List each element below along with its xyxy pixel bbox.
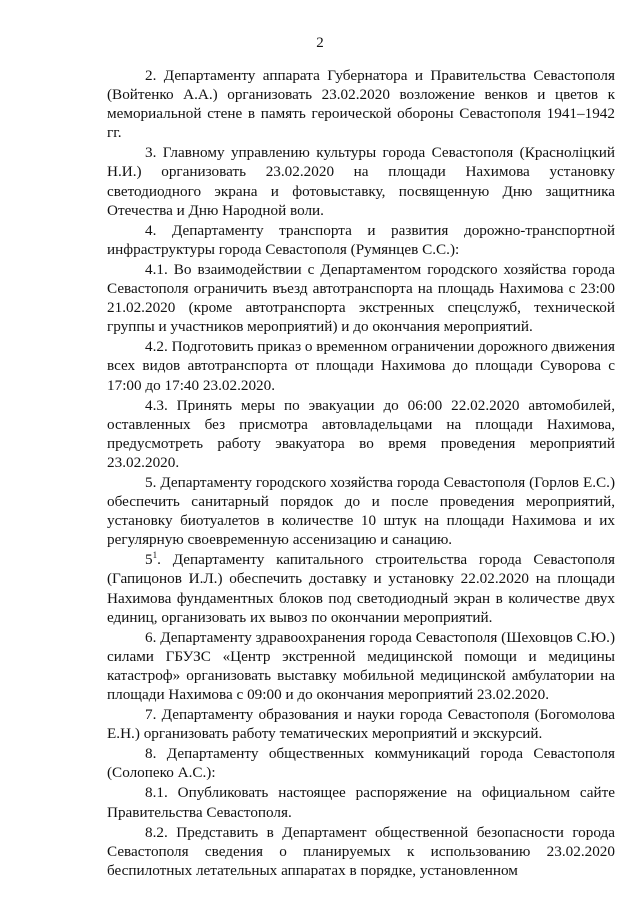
paragraph-5: 5. Департаменту городского хозяйства города Севастополя (Горлов Е.С.) обеспечить санитарный порядок до и после проведения мероприятий, установку биотуалетов в количестве 10 штук на площади Нахимова и их регулярную своевременную ассенизацию и санацию.	[107, 473, 615, 549]
paragraph-5-1-text: . Департаменту капитального строительства города Севастополя (Гапицонов И.Л.) обеспечить доставку и установку 22.02.2020 на площади Нахимова фундаментных блоков под светодиодный экран в количестве двух единиц, организовать их вывоз по окончании мероприятий.	[107, 551, 615, 626]
paragraph-8-1: 8.1. Опубликовать настоящее распоряжение на официальном сайте Правительства Севастополя.	[107, 784, 615, 821]
paragraph-4-3: 4.3. Принять меры по эвакуации до 06:00 22.02.2020 автомобилей, оставленных без присмотра автовладельцами на площади Нахимова, предусмотреть работу эвакуатора во время проведения мероприятий 23.02.2020.	[107, 396, 615, 471]
paragraph-4: 4. Департаменту транспорта и развития дорожно-транспортной инфраструктуры города Севастополя (Румянцев С.С.):	[107, 221, 615, 258]
paragraph-2: 2. Департаменту аппарата Губернатора и Правительства Севастополя (Войтенко А.А.) организовать 23.02.2020 возложение венков и цветов к мемориальной стене в память героической обороны Севастополя 1941–1942 гг.	[107, 67, 615, 142]
page-number: 2	[316, 35, 324, 51]
paragraph-4-2: 4.2. Подготовить приказ о временном ограничении дорожного движения всех видов автотранспорта от площади Нахимова до площади Суворова с 17:00 до 17:40 23.02.2020.	[107, 338, 615, 394]
paragraph-5-1-superscript: 1	[152, 550, 158, 561]
paragraph-5-1	[107, 550, 615, 626]
document-body	[107, 66, 615, 880]
paragraph-4-1: 4.1. Во взаимодействии с Департаментом городского хозяйства города Севастополя ограничить въезд автотранспорта на площадь Нахимова с 23:00 21.02.2020 (кроме автотранспорта экстренных спецслужб, технической группы и участников мероприятий) и до окончания мероприятий.	[107, 260, 615, 336]
paragraph-3: 3. Главному управлению культуры города Севастополя (Красноліцкий Н.И.) организовать 23.02.2020 на площади Нахимова установку светодиодного экрана и фотовыставку, посвященную Дню защитника Отечества и Дню Народной воли.	[107, 144, 615, 219]
paragraph-7: 7. Департаменту образования и науки города Севастополя (Богомолова Е.Н.) организовать работу тематических мероприятий и экскурсий.	[107, 706, 615, 743]
paragraph-8: 8. Департаменту общественных коммуникаций города Севастополя (Солопеко А.С.):	[107, 745, 615, 782]
paragraph-8-2: 8.2. Представить в Департамент общественной безопасности города Севастополя сведения о планируемых к использованию 23.02.2020 беспилотных летательных аппаратах в порядке, установленном	[107, 823, 615, 879]
paragraph-6: 6. Департаменту здравоохранения города Севастополя (Шеховцов С.Ю.) силами ГБУЗС «Центр экстренной медицинской помощи и медицины катастроф» организовать выставку мобильной медицинской амбулатории на площади Нахимова с 09:00 и до окончания мероприятий 23.02.2020.	[107, 628, 615, 703]
paragraph-5-1-number: 5	[145, 551, 153, 569]
